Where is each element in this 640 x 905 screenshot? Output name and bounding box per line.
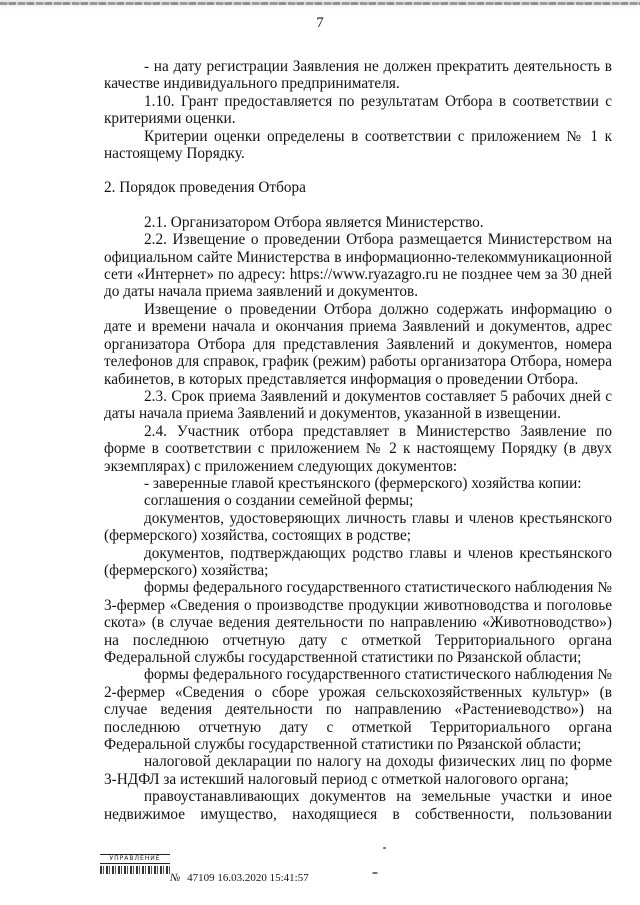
document-body [104,58,612,823]
paragraph: - на дату регистрации Заявления не должен прекратить деятельность в качестве индивидуального предпринимателя. [104,58,612,93]
registration-datetime: 16.03.2020 15:41:57 [217,872,309,884]
registration-footer [100,852,520,892]
registry-stamp-logo [100,852,170,876]
scan-edge-noise [0,2,640,5]
list-item: документов, удостоверяющих личность главы и членов крестьянского (фермерского) хозяйства, состоящих в родстве; [104,509,612,545]
paragraph: 2.1. Организатором Отбора является Министерство. [144,213,484,231]
paragraph: 2.4. Участник отбора представляет в Министерство Заявление по форме в соответствии с приложением № 2 к настоящему Порядку (в двух экземплярах) с приложением следующих документов: [104,422,612,475]
scan-speck [383,847,386,849]
list-item: соглашения о создании семейной фермы; [144,492,414,510]
stamp-barcode-lines [100,866,170,874]
registration-stamp-text [170,872,309,884]
list-item: формы федерального государственного статистического наблюдения № 2-фермер «Сведения о сборе урожая сельскохозяйственных культур» (в случае ведения деятельности по направлению «Растениеводство») на последнюю отчетную дату с отметкой Территориального органа Федеральной службы государственной статистики по Рязанской области; [104,666,612,754]
document-number: 47109 [187,872,215,884]
number-sign: № [170,872,181,884]
stamp-caption: УПРАВЛЕНИЕ [100,854,170,864]
scan-top-edge [0,0,640,10]
section-heading: 2. Порядок проведения Отбора [104,179,306,197]
paragraph: 1.10. Грант предоставляется по результатам Отбора в соответствии с критериями оценки. [104,92,612,128]
paragraph: 2.2. Извещение о проведении Отбора размещается Министерством на официальном сайте Министерства в информационно-телекоммуникационной сети «Интернет» по адресу: https://www.ryazagro.ru не позднее чем за 30 дней до даты начала приема заявлений и документов. [104,231,612,301]
scan-speck [372,872,378,874]
list-item: правоустанавливающих документов на земельные участки и иное недвижимое имущество, находящиеся в собственности, пользовании [104,788,612,823]
list-item: - заверенные главой крестьянского (фермерского) хозяйства копии: [144,474,582,492]
list-item: формы федерального государственного статистического наблюдения № 3-фермер «Сведения о производстве продукции животноводства и поголовье скота» (в случае ведения деятельности по направлению «Животноводство») на последнюю отчетную дату с отметкой Территориального органа Федеральной службы государственной статистики по Рязанской области; [104,579,612,666]
list-item: налоговой декларации по налогу на доходы физических лиц по форме 3-НДФЛ за истекший налоговый период с отметкой налогового органа; [104,753,612,788]
list-item: документов, подтверждающих родство главы и членов крестьянского (фермерского) хозяйства; [104,544,612,579]
paragraph: Извещение о проведении Отбора должно содержать информацию о дате и времени начала и окончания приема Заявлений и документов, адрес организатора Отбора для представления Заявлений и документов, номера телефонов для справок, график (режим) работы организатора Отбора, номера кабинетов, в которых представляется информация о проведении Отбора. [104,300,612,388]
paragraph: Критерии оценки определены в соответствии с приложением № 1 к настоящему Порядку. [104,127,612,163]
page-number: 7 [316,15,324,31]
paragraph: 2.3. Срок приема Заявлений и документов составляет 5 рабочих дней с даты начала приема Заявлений и документов, указанной в извещении. [104,387,612,423]
